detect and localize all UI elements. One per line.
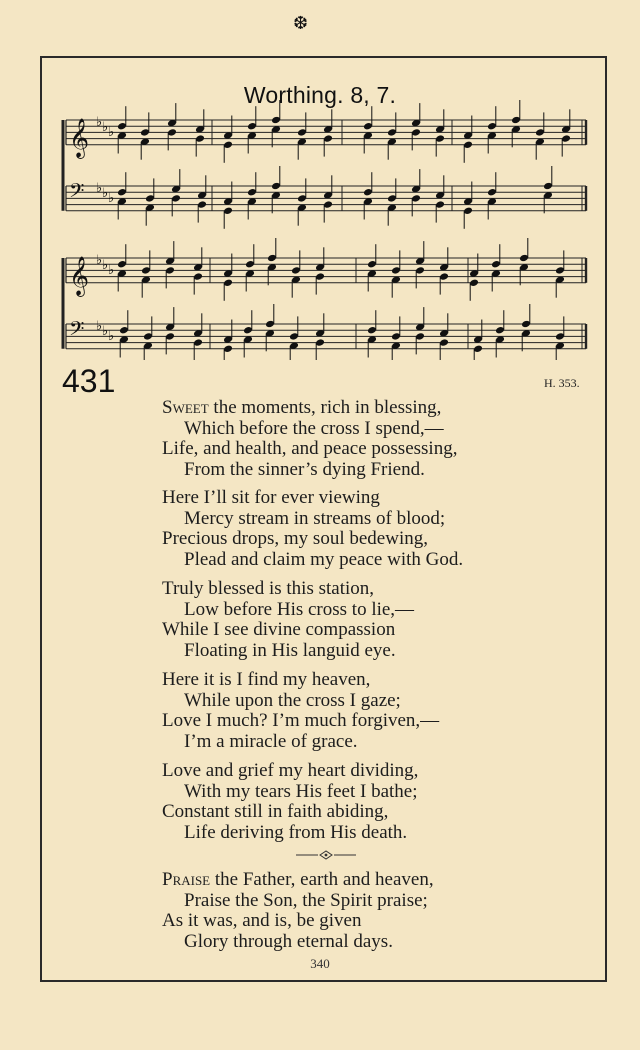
verse-line <box>184 782 418 802</box>
verse-text: As it was, and is, be given <box>162 910 362 931</box>
flat-sign-icon: ♭ <box>102 258 109 273</box>
verse-text: Life, and health, and peace possessing, <box>162 438 458 459</box>
verse-text: Plead and claim my peace with God. <box>184 548 464 570</box>
flat-sign-icon: ♭ <box>96 181 103 196</box>
flat-sign-icon: ♭ <box>108 191 115 206</box>
verse-initial-word: Praise <box>162 869 211 890</box>
flat-sign-icon: ♭ <box>102 186 109 201</box>
verse-text: Love and grief my heart dividing, <box>162 760 419 781</box>
verse-line <box>162 579 374 599</box>
verse-line <box>162 761 418 781</box>
ornament-divider <box>296 849 356 861</box>
verse-text: Truly blessed is this station, <box>162 578 375 599</box>
verse-line <box>162 439 457 459</box>
verse-line <box>184 641 396 661</box>
flat-sign-icon: ♭ <box>96 253 103 268</box>
verse-text: Here it is I find my heaven, <box>162 669 371 690</box>
verse-line <box>162 488 380 508</box>
flat-sign-icon: ♭ <box>108 329 115 344</box>
tune-title: Worthing. 8, 7. <box>243 82 397 108</box>
verse-line <box>184 509 445 529</box>
verse-text: Constant still in faith abiding, <box>162 801 389 822</box>
verse-text: the Father, earth and heaven, <box>210 869 434 890</box>
verse-line <box>162 529 428 549</box>
hymn-reference: H. 353. <box>544 376 580 390</box>
verse-text: While upon the cross I gaze; <box>184 689 401 711</box>
verse-line <box>162 670 370 690</box>
verse-text: From the sinner’s dying Friend. <box>184 458 425 480</box>
verse-text: Floating in His languid eye. <box>184 639 396 661</box>
verse-line <box>162 398 441 418</box>
flat-sign-icon: ♭ <box>96 115 103 130</box>
hymn-number: 431 <box>62 363 116 399</box>
verse-text: Which before the cross I spend,— <box>184 417 444 439</box>
verse-text: Life deriving from His death. <box>184 821 408 843</box>
verse-line <box>162 620 395 640</box>
verse-text: Low before His cross to lie,— <box>184 598 415 620</box>
verse-line <box>162 911 361 931</box>
treble-clef-icon: 𝄞 <box>69 255 90 296</box>
verse-line <box>184 460 425 480</box>
verse-text: Here I’ll sit for ever viewing <box>162 487 380 508</box>
verse-line <box>162 802 388 822</box>
verse-text: the moments, rich in blessing, <box>208 397 442 418</box>
flat-sign-icon: ♭ <box>108 125 115 140</box>
verse-line <box>162 711 439 731</box>
verse-text: Glory through eternal days. <box>184 930 393 952</box>
verse-line <box>184 691 401 711</box>
music-score <box>0 0 640 360</box>
verse-line <box>184 732 358 752</box>
verse-line <box>184 823 407 843</box>
verse-text: I’m a miracle of grace. <box>184 730 358 752</box>
bass-clef-icon: 𝄢 <box>69 317 85 345</box>
page-number: 340 <box>310 956 330 971</box>
flat-sign-icon: ♭ <box>102 324 109 339</box>
verse-line <box>184 932 393 952</box>
verse-line <box>184 419 444 439</box>
verse-text: Mercy stream in streams of blood; <box>184 507 446 529</box>
verse-line <box>184 600 414 620</box>
treble-clef-icon: 𝄞 <box>69 117 90 158</box>
flat-sign-icon: ♭ <box>96 319 103 334</box>
verse-text: Love I much? I’m much forgiven,— <box>162 710 440 731</box>
verse-text: While I see divine compassion <box>162 619 396 640</box>
flat-sign-icon: ♭ <box>102 120 109 135</box>
verse-text: With my tears His feet I bathe; <box>184 780 418 802</box>
verse-line <box>162 870 434 890</box>
bass-clef-icon: 𝄢 <box>69 179 85 207</box>
verse-line <box>184 550 463 570</box>
verse-initial-word: Sweet <box>162 397 209 418</box>
printer-mark-icon: ❆ <box>293 13 309 33</box>
verse-text: Precious drops, my soul bedewing, <box>162 528 428 549</box>
flat-sign-icon: ♭ <box>108 263 115 278</box>
verse-text: Praise the Son, the Spirit praise; <box>184 889 428 911</box>
verse-line <box>184 891 428 911</box>
